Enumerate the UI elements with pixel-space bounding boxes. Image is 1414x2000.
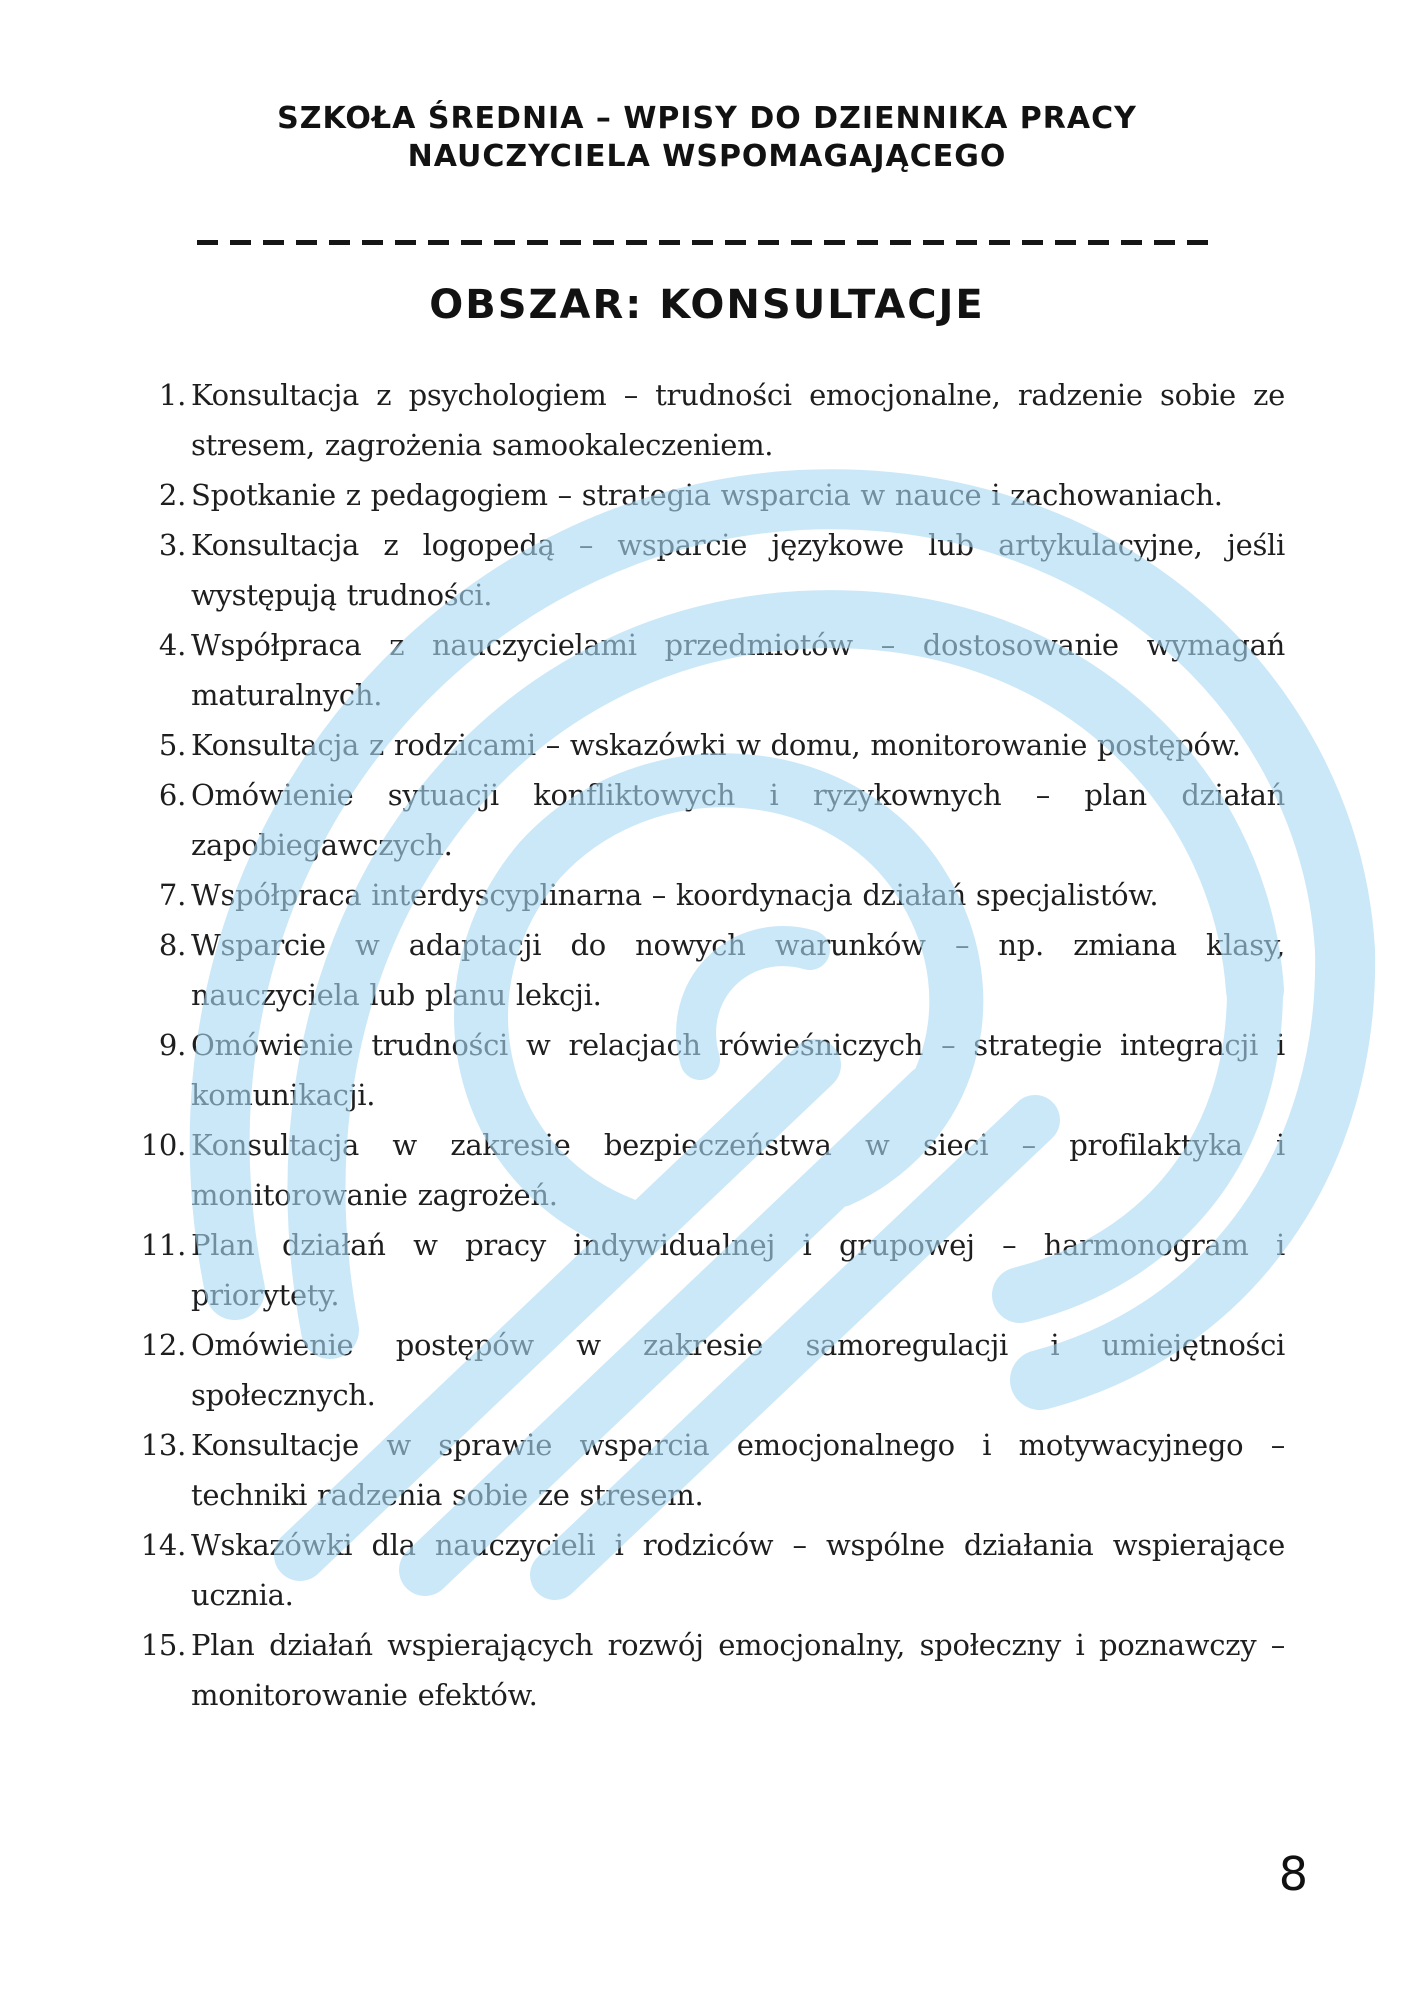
list-item	[0, 720, 1285, 770]
page-title	[0, 100, 1414, 176]
list-item-number: 12.	[140, 1328, 186, 1362]
list-item	[0, 770, 1285, 870]
list-item-text: Konsultacja w zakresie bezpieczeństwa w sieci – profilaktyka i monitorowanie zagrożeń.	[191, 1128, 1285, 1212]
list-item	[0, 1520, 1285, 1620]
list-item	[0, 520, 1285, 620]
list-item	[0, 1020, 1285, 1120]
list-item-text: Konsultacja z logopedą – wsparcie językowe lub artykulacyjne, jeśli występują trudności.	[191, 528, 1285, 612]
list-item-text: Omówienie postępów w zakresie samoregulacji i umiejętności społecznych.	[191, 1328, 1285, 1412]
list-item-number: 15.	[140, 1628, 186, 1662]
list-item-text: Wsparcie w adaptacji do nowych warunków – np. zmiana klasy, nauczyciela lub planu lekcji.	[191, 928, 1285, 1012]
list-item	[0, 1220, 1285, 1320]
page-number: 8	[1278, 1847, 1308, 1901]
list-item-number: 8.	[158, 928, 186, 962]
list-item-number: 11.	[140, 1228, 186, 1262]
page-title-line-2: NAUCZYCIELA WSPOMAGAJĄCEGO	[407, 139, 1007, 174]
list-item-text: Konsultacja z psychologiem – trudności emocjonalne, radzenie sobie ze stresem, zagrożenia samookaleczeniem.	[191, 378, 1285, 462]
list-item-text: Wskazówki dla nauczycieli i rodziców – wspólne działania wspierające ucznia.	[191, 1528, 1285, 1612]
list-item	[0, 870, 1285, 920]
list-item	[0, 1620, 1285, 1720]
list-item-number: 3.	[158, 528, 186, 562]
list-item-number: 14.	[140, 1528, 186, 1562]
list-item-text: Omówienie sytuacji konfliktowych i ryzykownych – plan działań zapobiegawczych.	[191, 778, 1285, 862]
list-item-number: 9.	[158, 1028, 186, 1062]
list-item-number: 7.	[158, 878, 186, 912]
section-heading: OBSZAR: KONSULTACJE	[429, 282, 985, 328]
page-title-line-1: SZKOŁA ŚREDNIA – WPISY DO DZIENNIKA PRACY	[277, 101, 1137, 136]
list-item	[0, 470, 1285, 520]
list-item-number: 13.	[140, 1428, 186, 1462]
list-item	[0, 1320, 1285, 1420]
list-item-number: 4.	[158, 628, 186, 662]
list-item	[0, 1120, 1285, 1220]
list-item-text: Omówienie trudności w relacjach rówieśniczych – strategie integracji i komunikacji.	[191, 1028, 1285, 1112]
divider-dashed	[197, 240, 1217, 245]
list-item-text: Spotkanie z pedagogiem – strategia wsparcia w nauce i zachowaniach.	[191, 478, 1223, 512]
list-item-text: Plan działań w pracy indywidualnej i grupowej – harmonogram i priorytety.	[191, 1228, 1285, 1312]
list-item-text: Plan działań wspierających rozwój emocjonalny, społeczny i poznawczy – monitorowanie efektów.	[191, 1628, 1285, 1712]
list-item-number: 5.	[158, 728, 186, 762]
list-item-text: Konsultacje w sprawie wsparcia emocjonalnego i motywacyjnego – techniki radzenia sobie ze stresem.	[191, 1428, 1285, 1512]
list-item	[0, 370, 1285, 470]
list-item-number: 2.	[158, 478, 186, 512]
list-item	[0, 620, 1285, 720]
list-item	[0, 1420, 1285, 1520]
list-item-text: Konsultacja z rodzicami – wskazówki w domu, monitorowanie postępów.	[191, 728, 1241, 762]
consultations-list	[0, 370, 1285, 1720]
list-item-number: 1.	[158, 378, 186, 412]
list-item-number: 6.	[158, 778, 186, 812]
list-item	[0, 920, 1285, 1020]
list-item-text: Współpraca interdyscyplinarna – koordynacja działań specjalistów.	[191, 878, 1159, 912]
list-item-number: 10.	[140, 1128, 186, 1162]
list-item-text: Współpraca z nauczycielami przedmiotów – dostosowanie wymagań maturalnych.	[191, 628, 1285, 712]
